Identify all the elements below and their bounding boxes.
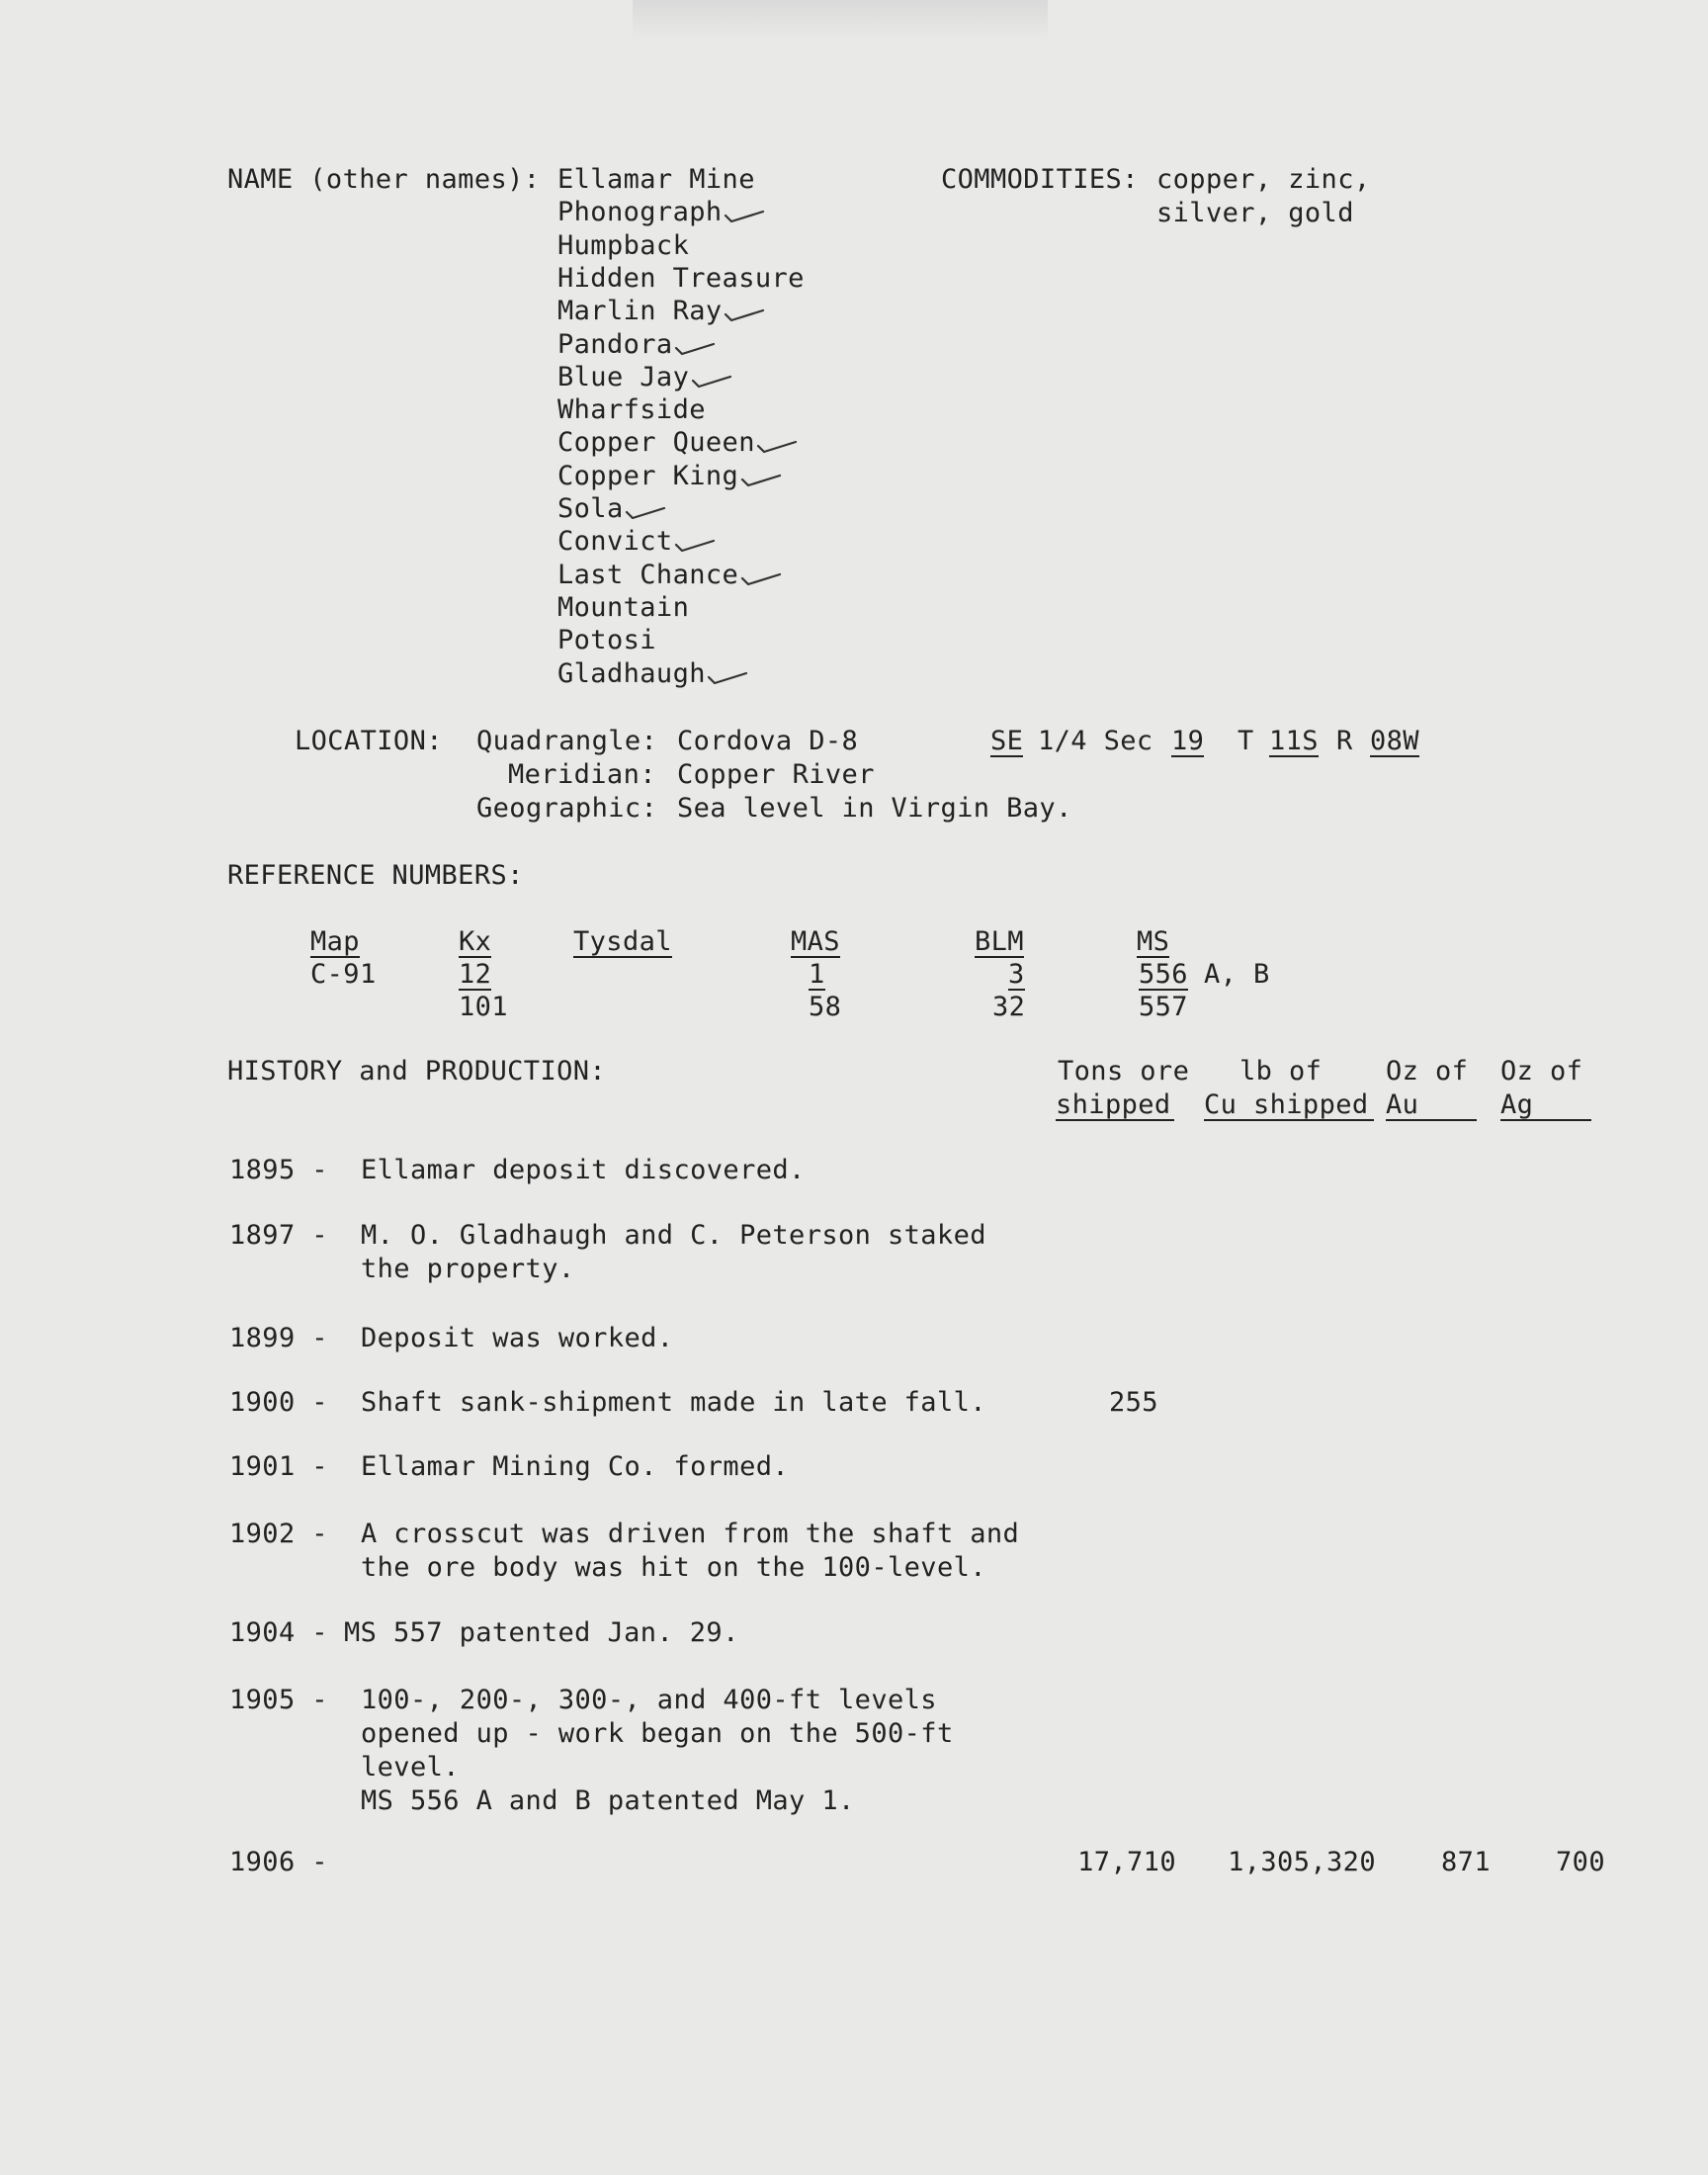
meridian-value: Copper River <box>677 759 875 790</box>
other-name-item: Wharfside <box>557 394 706 425</box>
ref-row1-ms: 556 <box>1139 959 1188 990</box>
commodities-line-2: silver, gold <box>1156 198 1354 228</box>
commodities-label: COMMODITIES: <box>941 164 1139 195</box>
location-section: 19 <box>1171 726 1205 756</box>
col-ag-line1: Oz of <box>1500 1056 1583 1087</box>
other-name-item: Pandora <box>557 329 673 360</box>
entry-1904-text: MS 557 patented Jan. 29. <box>344 1617 739 1648</box>
entry-1904-year: 1904 - <box>229 1617 328 1648</box>
col-au-line2: Au <box>1386 1089 1477 1121</box>
entry-1900-text: Shaft sank-shipment made in late fall. <box>361 1387 986 1418</box>
entry-1902-line1: A crosscut was driven from the shaft and <box>361 1519 1020 1549</box>
location-quarter-suffix: 1/4 Sec <box>1038 726 1153 756</box>
geographic-value: Sea level in Virgin Bay. <box>677 793 1072 824</box>
ref-row1-blm: 3 <box>1008 959 1025 990</box>
other-name-item: Copper Queen <box>557 427 755 458</box>
check-mark-icon <box>740 473 784 488</box>
col-au-line1: Oz of <box>1386 1056 1469 1087</box>
col-cu-line1: lb of <box>1239 1056 1323 1087</box>
location-range: 08W <box>1370 726 1419 756</box>
entry-1905-year: 1905 - <box>229 1685 328 1715</box>
check-mark-icon <box>674 538 718 554</box>
other-name-item: Potosi <box>557 625 656 655</box>
ref-row1-ms-suffix: A, B <box>1204 959 1270 990</box>
entry-1900-tons: 255 <box>1109 1387 1158 1418</box>
ref-header-mas: MAS <box>791 926 840 957</box>
ref-row2-kx: 101 <box>459 992 508 1022</box>
other-name-item: Blue Jay <box>557 362 690 392</box>
entry-1905-line3: level. <box>361 1752 460 1783</box>
check-mark-icon <box>707 670 750 686</box>
meridian-label: Meridian: <box>508 759 656 790</box>
ref-header-kx: Kx <box>459 926 492 957</box>
location-label: LOCATION: <box>295 726 443 756</box>
other-name-item: Mountain <box>557 592 690 623</box>
other-name-item: Marlin Ray <box>557 296 723 326</box>
entry-1906-au: 871 <box>1441 1847 1491 1877</box>
location-quarter: SE <box>990 726 1024 756</box>
quadrangle-value: Cordova D-8 <box>677 726 859 756</box>
location-township: 11S <box>1269 726 1319 756</box>
ref-header-ms: MS <box>1137 926 1170 957</box>
township-label: T <box>1238 726 1254 756</box>
history-label: HISTORY and PRODUCTION: <box>227 1056 607 1087</box>
entry-1905-line1: 100-, 200-, 300-, and 400-ft levels <box>361 1685 937 1715</box>
geographic-label: Geographic: <box>476 793 658 824</box>
entry-1897-year: 1897 - <box>229 1220 328 1251</box>
ref-row1-map: C-91 <box>310 959 377 990</box>
ref-row1-mas: 1 <box>809 959 825 990</box>
col-tons-line2: shipped <box>1056 1089 1174 1121</box>
ref-header-tysdal: Tysdal <box>573 926 672 957</box>
col-cu-line2: Cu shipped <box>1204 1089 1374 1121</box>
entry-1902-line2: the ore body was hit on the 100-level. <box>361 1552 986 1583</box>
entry-1895-text: Ellamar deposit discovered. <box>361 1155 806 1185</box>
entry-1906-tons: 17,710 <box>1077 1847 1176 1877</box>
other-name-item: Hidden Treasure <box>557 263 805 294</box>
scan-smudge <box>633 0 1048 40</box>
check-mark-icon <box>691 374 734 390</box>
range-label: R <box>1336 726 1353 756</box>
other-name-item: Ellamar Mine <box>557 164 755 195</box>
other-name-item: Phonograph <box>557 197 723 227</box>
check-mark-icon <box>724 307 767 323</box>
entry-1900-year: 1900 - <box>229 1387 328 1418</box>
name-label: NAME (other names): <box>227 164 541 195</box>
ref-row2-mas: 58 <box>809 992 842 1022</box>
entry-1905-line4: MS 556 A and B patented May 1. <box>361 1785 855 1816</box>
check-mark-icon <box>625 505 668 521</box>
check-mark-icon <box>740 571 784 587</box>
entry-1906-year: 1906 - <box>229 1847 328 1877</box>
ref-header-blm: BLM <box>975 926 1024 957</box>
col-ag-line2: Ag <box>1500 1089 1591 1121</box>
other-name-item: Convict <box>557 526 673 557</box>
entry-1901-text: Ellamar Mining Co. formed. <box>361 1451 790 1482</box>
ref-row2-blm: 32 <box>992 992 1026 1022</box>
entry-1901-year: 1901 - <box>229 1451 328 1482</box>
other-name-item: Gladhaugh <box>557 658 706 689</box>
other-name-item: Sola <box>557 493 624 524</box>
other-name-item: Humpback <box>557 230 690 261</box>
entry-1906-cu: 1,305,320 <box>1228 1847 1376 1877</box>
commodities-line-1: copper, zinc, <box>1156 164 1371 195</box>
entry-1897-line1: M. O. Gladhaugh and C. Peterson staked <box>361 1220 986 1251</box>
col-tons-line1: Tons ore <box>1058 1056 1190 1087</box>
entry-1906-ag: 700 <box>1556 1847 1605 1877</box>
entry-1899-text: Deposit was worked. <box>361 1323 674 1353</box>
check-mark-icon <box>674 341 718 357</box>
check-mark-icon <box>756 439 800 455</box>
ref-row1-kx: 12 <box>459 959 492 990</box>
quadrangle-label: Quadrangle: <box>476 726 658 756</box>
entry-1897-line2: the property. <box>361 1254 575 1284</box>
other-name-item: Last Chance <box>557 560 739 590</box>
reference-label: REFERENCE NUMBERS: <box>227 860 524 891</box>
ref-header-map: Map <box>310 926 360 957</box>
other-name-item: Copper King <box>557 461 739 491</box>
entry-1895-year: 1895 - <box>229 1155 328 1185</box>
check-mark-icon <box>724 209 767 224</box>
entry-1905-line2: opened up - work began on the 500-ft <box>361 1718 954 1749</box>
entry-1902-year: 1902 - <box>229 1519 328 1549</box>
ref-row2-ms: 557 <box>1139 992 1188 1022</box>
entry-1899-year: 1899 - <box>229 1323 328 1353</box>
